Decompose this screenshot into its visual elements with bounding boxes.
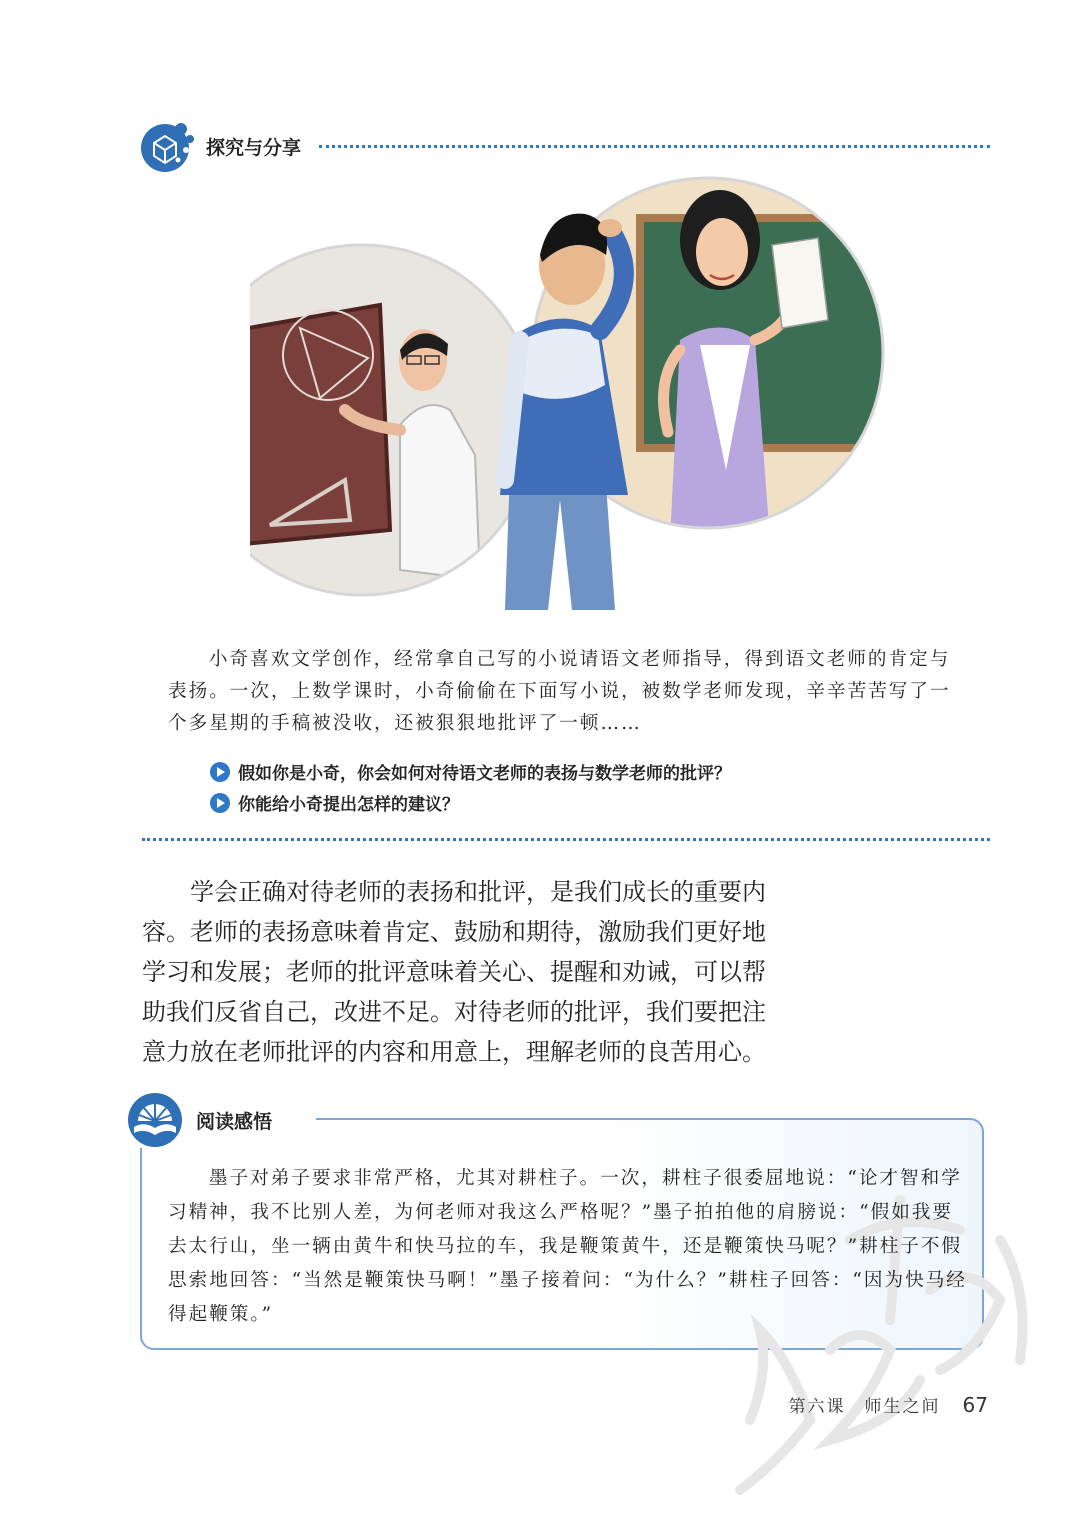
- story-paragraph: [168, 644, 968, 740]
- open-book-sunrise-icon: [126, 1091, 184, 1149]
- reading-paragraph: [168, 1162, 968, 1332]
- page-number: 67: [962, 1393, 988, 1417]
- lesson-label: 第六课 师生之间: [788, 1397, 941, 1417]
- explore-share-title: 探究与分享: [206, 136, 302, 159]
- main-paragraph: [142, 872, 782, 1072]
- question-item: [210, 787, 970, 818]
- explore-share-header: [140, 118, 990, 174]
- section-divider: [142, 838, 990, 841]
- question-text: 假如你是小奇，你会如何对待语文老师的表扬与数学老师的批评？: [238, 764, 731, 784]
- story-text: 小奇喜欢文学创作，经常拿自己写的小说请语文老师指导，得到语文老师的肯定与表扬。一次，上数学课时，小奇偷偷在下面写小说，被数学老师发现，辛辛苦苦写了一个多星期的手稿被没收，还被狠狠地批评了一顿……: [168, 649, 951, 734]
- question-text: 你能给小奇提出怎样的建议？: [238, 795, 459, 815]
- question-list: [210, 756, 970, 818]
- reading-reflection-title: 阅读感悟: [196, 1110, 273, 1133]
- play-bullet-icon: [210, 762, 230, 782]
- main-text: 学会正确对待老师的表扬和批评，是我们成长的重要内容。老师的表扬意味着肯定、鼓励和期待，激励我们更好地学习和发展；老师的批评意味着关心、提醒和劝诫，可以帮助我们反省自己，改进不足。对待老师的批评，我们要把注意力放在老师批评的内容和用意上，理解老师的良苦用心。: [142, 878, 766, 1066]
- reading-reflection-header: [126, 1092, 316, 1148]
- reading-text: 墨子对弟子要求非常严格，尤其对耕柱子。一次，耕柱子很委屈地说：“论才智和学习精神，我不比别人差，为何老师对我这么严格呢？”墨子拍拍他的肩膀说：“假如我要去太行山，坐一辆由黄牛和快马拉的车，我是鞭策黄牛，还是鞭策快马呢？”耕柱子不假思索地回答：“当然是鞭策快马啊！”墨子接着问：“为什么？”耕柱子回答：“因为快马经得起鞭策。”: [168, 1168, 967, 1325]
- header-dotted-line: [319, 145, 990, 148]
- question-item: [210, 756, 970, 787]
- play-bullet-icon: [210, 793, 230, 813]
- teacher-student-illustration: [250, 170, 890, 610]
- cube-molecule-icon: [140, 119, 194, 173]
- page-footer: [789, 1392, 988, 1417]
